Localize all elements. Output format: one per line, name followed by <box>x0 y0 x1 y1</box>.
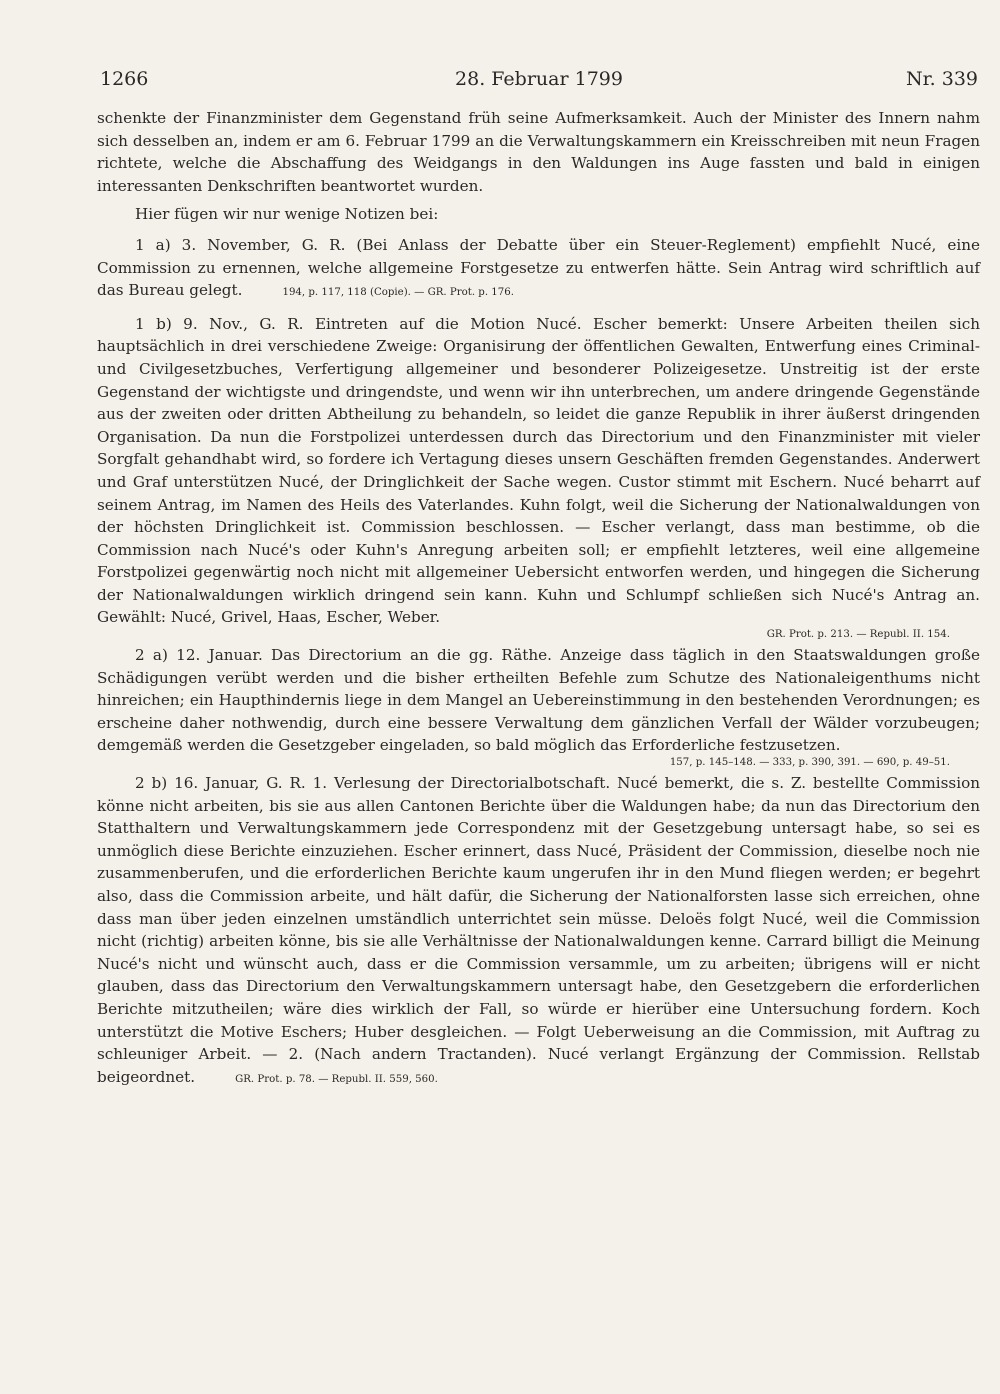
page-body <box>97 107 980 1091</box>
entry-1a-text: 1 a) 3. November, G. R. (Bei Anlass der Debatte über ein Steuer-Reglement) empfiehlt Nucé, eine Commission zu ernennen, welche allgemeine Forstgesetze zu entwerfen hätte. Sein Antrag wird schriftlich auf das Bureau gelegt. <box>97 235 980 300</box>
entry-2b <box>97 772 980 1091</box>
entry-2a-text: 2 a) 12. Januar. Das Directorium an die gg. Räthe. Anzeige dass täglich in den Staatswaldungen große Schädigungen verübt werden und die bisher ertheilten Befehle zum Schutze des Nationaleigenthums nicht hinreichen; ein Haupthindernis liege in dem Mangel an Uebereinstimmung in den bestehenden Verordnungen; es erscheine daher nothwendig, durch eine bessere Verwaltung dem gänzlichen Verfall der Wälder vorzubeugen; demgemäß werden die Gesetzgeber eingeladen, so bald möglich das Erforderliche festzusetzen. <box>97 646 980 755</box>
entry-1a <box>97 234 980 305</box>
running-date: 28. Februar 1799 <box>455 68 623 90</box>
page-number: 1266 <box>100 68 149 90</box>
entry-1a-source: 194, p. 117, 118 (Copie). — GR. Prot. p. 176. <box>282 287 514 299</box>
intro-note: Hier fügen wir nur wenige Notizen bei: <box>135 205 439 224</box>
page-header <box>96 64 982 94</box>
entry-2a-source: 157, p. 145–148. — 333, p. 390, 391. — 690, p. 49–51. <box>669 757 950 769</box>
entry-1b-source: GR. Prot. p. 213. — Republ. II. 154. <box>766 629 950 641</box>
entry-number: Nr. 339 <box>906 68 978 90</box>
entry-2b-source: GR. Prot. p. 78. — Republ. II. 559, 560. <box>235 1073 438 1085</box>
entry-1b-text: 1 b) 9. Nov., G. R. Eintreten auf die Motion Nucé. Escher bemerkt: Unsere Arbeiten theilen sich hauptsächlich in drei verschiedene Zweige: Organisirung der öffentlichen Gewalten, Entwerfung eines Criminal- und Civilgesetzbuches, Verfertigung allgemeiner und besonderer Polizeigesetze. Unstreitig ist der erste Gegenstand der wichtigste und dringendste, und wenn wir ihn unterbrechen, um andere dringende Gegenstände aus der zweiten oder dritten Abtheilung zu behandeln, so leidet die ganze Republik in ihrer äußerst dringenden Organisation. Da nun die Forstpolizei unterdessen durch das Directorium und den Finanzminister mit vieler Sorgfalt gehandhabt wird, so fordere ich Vertagung dieses unsern Geschäften fremden Gegenstandes. Anderwert und Graf unterstützen Nucé, der Dringlichkeit der Sache wegen. Custor stimmt mit Eschern. Nucé beharrt auf seinem Antrag, im Namen des Heils des Vaterlandes. Kuhn folgt, weil die Sicherung der Nationalwaldungen von der höchsten Dringlichkeit ist. Commission beschlossen. — Escher verlangt, dass man bestimme, ob die Commission nach Nucé's oder Kuhn's Anregung arbeiten soll; er empfiehlt letzteres, weil eine allgemeine Forstpolizei gegenwärtig noch nicht mit allgemeiner Uebersicht entworfen werden, und hingegen die Sicherung der Nationalwaldungen wirklich dringend sein kann. Kuhn und Schlumpf schließen sich Nucé's Antrag an. Gewählt: Nucé, Grivel, Haas, Escher, Weber. <box>97 314 980 627</box>
entry-2b-text: 2 b) 16. Januar, G. R. 1. Verlesung der Directorialbotschaft. Nucé bemerkt, die s. Z. bestellte Commission könne nicht arbeiten, bis sie aus allen Cantonen Berichte über die Waldungen habe; da nun das Directorium den Statthaltern und Verwaltungskammern jede Correspondenz mit der Gesetzgebung untersagt habe, so sei es unmöglich diese Berichte einzuziehen. Escher erinnert, dass Nucé, Präsident der Commission, dieselbe noch nie zusammenberufen, und die erforderlichen Berichte kaum ungerufen ihr in den Mund fliegen werden; er begehrt also, dass die Commission arbeite, und hält dafür, die Sicherung der Nationalforsten lasse sich erreichen, ohne dass man über jeden einzelnen umständlich unterrichtet sein müsse. Deloës folgt Nucé, weil die Commission nicht (richtig) arbeiten könne, bis sie alle Verhältnisse der Nationalwaldungen kenne. Carrard billigt die Meinung Nucé's nicht und wünscht auch, dass er die Commission versammle, um zu arbeiten; übrigens will er nicht glauben, dass das Directorium den Verwaltungskammern untersagt habe, den Gesetzgebern die erforderlichen Berichte mitzutheilen; wäre dies wirklich der Fall, so würde er hierüber eine Untersuchung fordern. Koch unterstützt die Motive Eschers; Huber desgleichen. — Folgt Ueberweisung an die Commission, mit Auftrag zu schleuniger Arbeit. — 2. (Nach andern Tractanden). Nucé verlangt Ergänzung der Commission. Rellstab beigeordnet. <box>97 774 980 1086</box>
intro-paragraph: schenkte der Finanzminister dem Gegenstand früh seine Aufmerksamkeit. Auch der Minister des Innern nahm sich desselben an, indem er am 6. Februar 1799 an die Verwaltungskammern ein Kreisschreiben mit neun Fragen richtete, welche die Abschaffung des Weidgangs in den Waldungen ins Auge fassten und bald in einigen interessanten Denkschriften beantwortet wurden. <box>97 109 980 195</box>
